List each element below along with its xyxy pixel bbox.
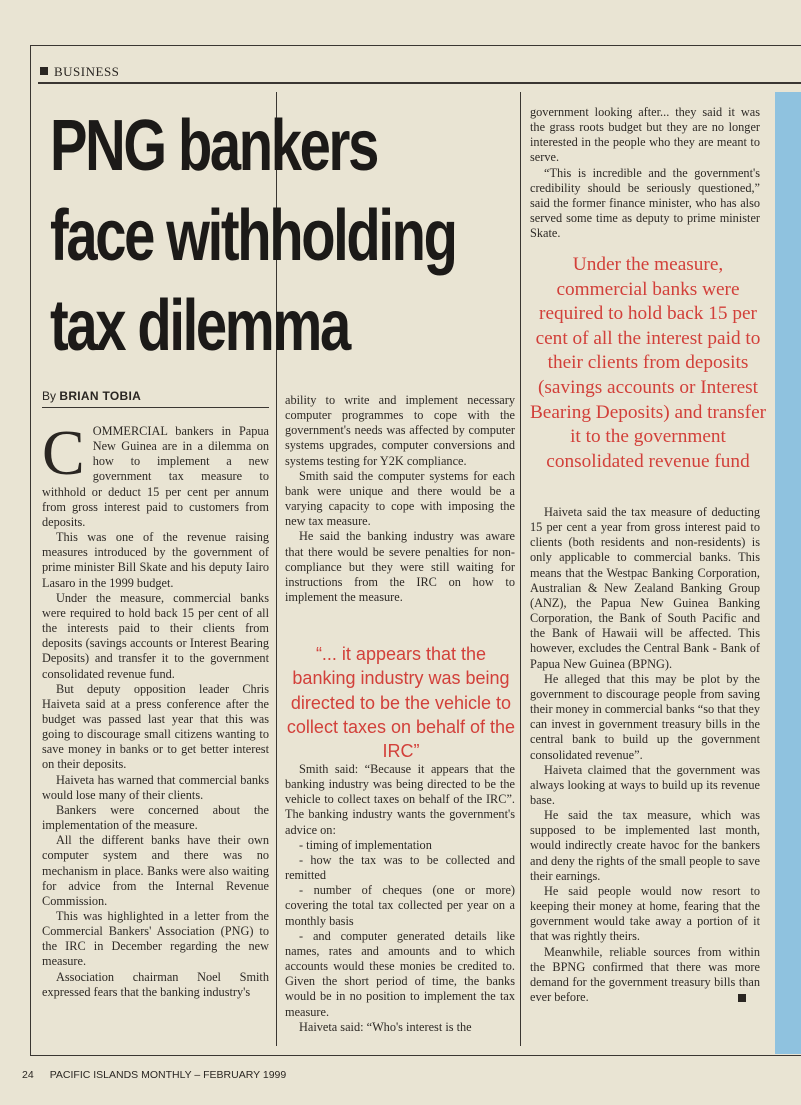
section-header	[40, 64, 119, 80]
column-2-bottom	[285, 762, 515, 1035]
byline-author: BRIAN TOBIA	[59, 389, 142, 403]
left-border	[30, 45, 31, 1055]
col3-para-8	[530, 945, 760, 1006]
byline-rule	[42, 407, 269, 408]
col2-bullet-4: - and computer generated details like names, rates and amounts and to which accounts would these monies be credited to. Given the short period of time, the banks would be in no position to implement the tax measure.	[285, 928, 515, 1019]
col1-para-2: This was one of the revenue raising measures introduced by the government of prime minister Bill Skate and his deputy Iairo Lasaro in the 1999 budget.	[42, 530, 269, 590]
end-mark-icon	[738, 994, 746, 1002]
col2-para-4: Smith said: “Because it appears that the banking industry was being directed to be the vehicle to collect taxes on behalf of the IRC”. The banking industry wants the government's advice on:	[285, 762, 515, 837]
headline-line-3: tax dilemma	[50, 286, 349, 366]
headline-line-2: face withholding	[50, 196, 456, 276]
col1-para-1: OMMERCIAL bankers in Papua New Guinea are in a dilemma on how to implement a new government tax measure to withhold or deduct 15 per cent per annum from gross interest paid to customers from deposits.	[42, 424, 269, 529]
page-edge-strip	[775, 92, 801, 1054]
col3-para-1: government looking after... they said it was the grass roots budget but they are no longer interested in the people who they are meant to serve.	[530, 105, 760, 165]
col1-para-8: This was highlighted in a letter from the Commercial Bankers' Association (PNG) to the IRC in December regarding the new measure.	[42, 909, 269, 969]
lead-paragraph	[42, 417, 269, 530]
col2-para-3: He said the banking industry was aware that there would be severe penalties for non-compliance but they were still waiting for instructions from the IRC on how to implement the measure.	[285, 529, 515, 605]
section-square-icon	[40, 67, 48, 75]
section-label: BUSINESS	[54, 64, 120, 79]
column-3-top	[530, 105, 760, 241]
pull-quote-2: Under the measure, commercial banks were required to hold back 15 per cent of all the interest paid to their clients from deposits (savings accounts or Interest Bearing Deposits) and transfer it to the government consolidated revenue fund	[529, 254, 767, 472]
col2-para-5: Haiveta said: “Who's interest is the	[299, 1019, 472, 1034]
col2-bullet-1: - timing of implementation	[299, 837, 432, 852]
col3-para-6: He said the tax measure, which was supposed to be implemented last month, would indirectly create havoc for the bankers and deny the rights of the small people to save their earnings.	[530, 808, 760, 883]
pull-quote-1: “... it appears that the banking industry was being directed to be the vehicle to collect taxes on behalf of the IRC”	[286, 644, 516, 762]
page-footer	[22, 1069, 286, 1081]
col3-para-2: “This is incredible and the government's credibility should be seriously questioned,” said the former finance minister, who has also served some time as deputy to prime minister Skate.	[530, 165, 760, 241]
publication-line: PACIFIC ISLANDS MONTHLY – FEBRUARY 1999	[49, 1069, 287, 1081]
column-1	[42, 417, 269, 1000]
bottom-border	[30, 1055, 801, 1056]
section-rule	[38, 82, 801, 84]
col2-bullet-3: - number of cheques (one or more) covering the total tax collected per year on a monthly basis	[285, 883, 515, 928]
col3-para-5: Haiveta claimed that the government was always looking at ways to build up its revenue base.	[530, 762, 760, 807]
byline	[42, 389, 141, 403]
column-divider-2	[520, 92, 521, 1046]
col2-para-2: Smith said the computer systems for each bank were unique and there would be a varying capacity to cope with imposing the new tax measure.	[285, 468, 515, 529]
byline-prefix: By	[42, 389, 57, 403]
col1-para-4: But deputy opposition leader Chris Haiveta said at a press conference after the budget was passed last year that this was going to discourage small citizens wanting to save money in banks or to get better interest on their deposits.	[42, 681, 269, 772]
column-3-bottom	[530, 505, 760, 1005]
col1-para-3: Under the measure, commercial banks were required to hold back 15 per cent of all the interests paid to their clients from deposits (savings accounts or Interest Bearing Deposits) and transfer it to the government consolidated revenue fund.	[42, 590, 269, 681]
col2-bullet-2: - how the tax was to be collected and remitted	[285, 852, 515, 883]
col1-para-9: Association chairman Noel Smith expressed fears that the banking industry's	[42, 969, 269, 999]
column-2-top	[285, 393, 515, 605]
col1-para-6: Bankers were concerned about the implementation of the measure.	[42, 802, 269, 833]
col1-para-5: Haiveta has warned that commercial banks would lose many of their clients.	[42, 772, 269, 802]
headline-line-1: PNG bankers	[50, 106, 377, 186]
col3-para-4: He alleged that this may be plot by the government to discourage people from saving their money in commercial banks “so that they can invest in government treasury bills in the central bank to build up the government consolidated revenue”.	[530, 671, 760, 762]
col3-para-3: Haiveta said the tax measure of deducting 15 per cent a year from gross interest paid to clients (both residents and non-residents) is only applicable to commercial banks. This means that the Westpac Banking Corporation, Australian & New Zealand Banking Group (ANZ), the Papua New Guinea Banking Corporation, the Bank of South Pacific and the Bank of Hawaii will be affected. This however, excludes the Central Bank - Bank of Papua New Guinea (BPNG).	[530, 505, 760, 671]
page-number: 24	[22, 1069, 34, 1081]
col1-para-7: All the different banks have their own computer system and there was no mechanism in place. Banks were also waiting for advice from the Internal Revenue Commission.	[42, 833, 269, 908]
col3-para-7: He said people would now resort to keeping their money at home, fearing that the government would take away a portion of it that was rightly theirs.	[530, 883, 760, 944]
headline	[50, 104, 456, 374]
top-border	[30, 45, 801, 46]
col2-para-1: ability to write and implement necessary computer programmes to cope with the government's needs was affected by computer systems upgrades, computer conversions and systems testing for Y2K compliance.	[285, 393, 515, 468]
col3-final-text: Meanwhile, reliable sources from within the BPNG confirmed that there was more demand for the government treasury bills than ever before.	[530, 944, 760, 1004]
drop-cap: C	[42, 417, 85, 488]
